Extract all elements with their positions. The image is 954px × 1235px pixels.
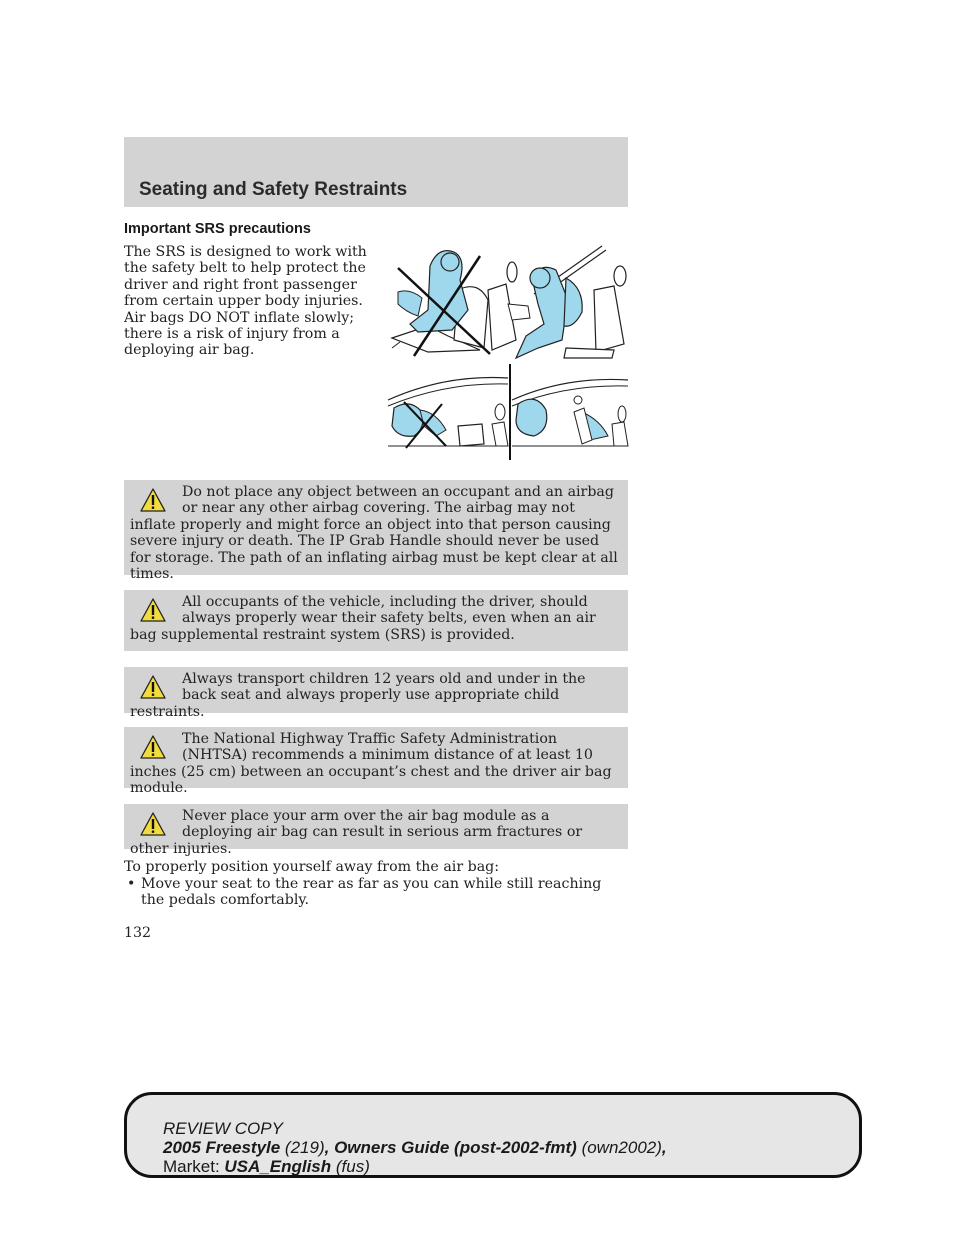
review-copy-market-line [163,1157,667,1176]
guide-name: Owners Guide (post-2002-fmt) [334,1138,577,1157]
correct-occupant-figure [508,246,626,358]
guide-code: (own2002) [576,1138,662,1157]
intro-paragraph: The SRS is designed to work with the safety belt to help protect the driver and right front passenger from certain upper body injuries. Air bags DO NOT inflate slowly; there is a risk of injury from a deploying air bag. [124,244,367,359]
warning-triangle-icon [140,674,166,700]
review-copy-model-line: 2005 Freestyle (219), Owners Guide (post-2002-fmt) (own2002), [163,1138,667,1157]
incorrect-child-seat-figure [388,377,508,448]
warning-box-1 [124,480,628,583]
market-label: Market: [163,1157,225,1176]
warning-text: Never place your arm over the air bag module as a deploying air bag can result in serious arm fractures or other injuries. [130,808,583,857]
review-copy-text [163,1119,667,1176]
warning-text: Do not place any object between an occupant and an airbag or near any other airbag covering. The airbag may not inflate properly and might force an object into that person causing severe injury or death. The IP Grab Handle should never be used for storage. The path of an inflating airbag must be kept clear at all times. [130,484,618,583]
page-number: 132 [124,925,152,941]
market-code: (fus) [331,1157,370,1176]
position-intro: To properly position yourself away from the air bag: [124,859,500,875]
warning-triangle-icon [140,487,166,513]
warning-triangle-icon [140,597,166,623]
warning-triangle-icon [140,734,166,760]
model-name: 2005 Freestyle [163,1138,281,1157]
warning-box-3 [124,667,628,720]
warning-text: All occupants of the vehicle, including the driver, should always properly wear their safety belts, even when an air bag supplemental restraint system (SRS) is provided. [130,594,596,643]
incorrect-occupant-figure [392,251,517,356]
bullet-marker: • [127,876,136,892]
warning-box-5 [124,804,628,857]
warning-box-4 [124,727,628,797]
bullet-text: Move your seat to the rear as far as you can while still reaching the pedals comfortably. [141,876,602,909]
occupant-position-illustration [388,240,630,362]
section-header-band [124,137,628,207]
market-name: USA_English [224,1157,332,1176]
list-item [124,876,628,909]
warning-box-2 [124,590,628,651]
warning-text: Always transport children 12 years old and under in the back seat and always properly use appropriate child restraints. [130,671,586,720]
warning-text: The National Highway Traffic Safety Administration (NHTSA) recommends a minimum distance of at least 10 inches (25 cm) between an occupant’s chest and the driver air bag module. [130,731,612,797]
review-copy-box [124,1092,862,1178]
child-seat-illustration [386,364,630,462]
review-copy-label: REVIEW COPY [163,1119,283,1138]
subheading: Important SRS precautions [124,221,311,237]
correct-child-seat-figure [512,379,628,446]
model-code: (219) [280,1138,325,1157]
warning-triangle-icon [140,811,166,837]
section-title: Seating and Safety Restraints [139,179,408,200]
